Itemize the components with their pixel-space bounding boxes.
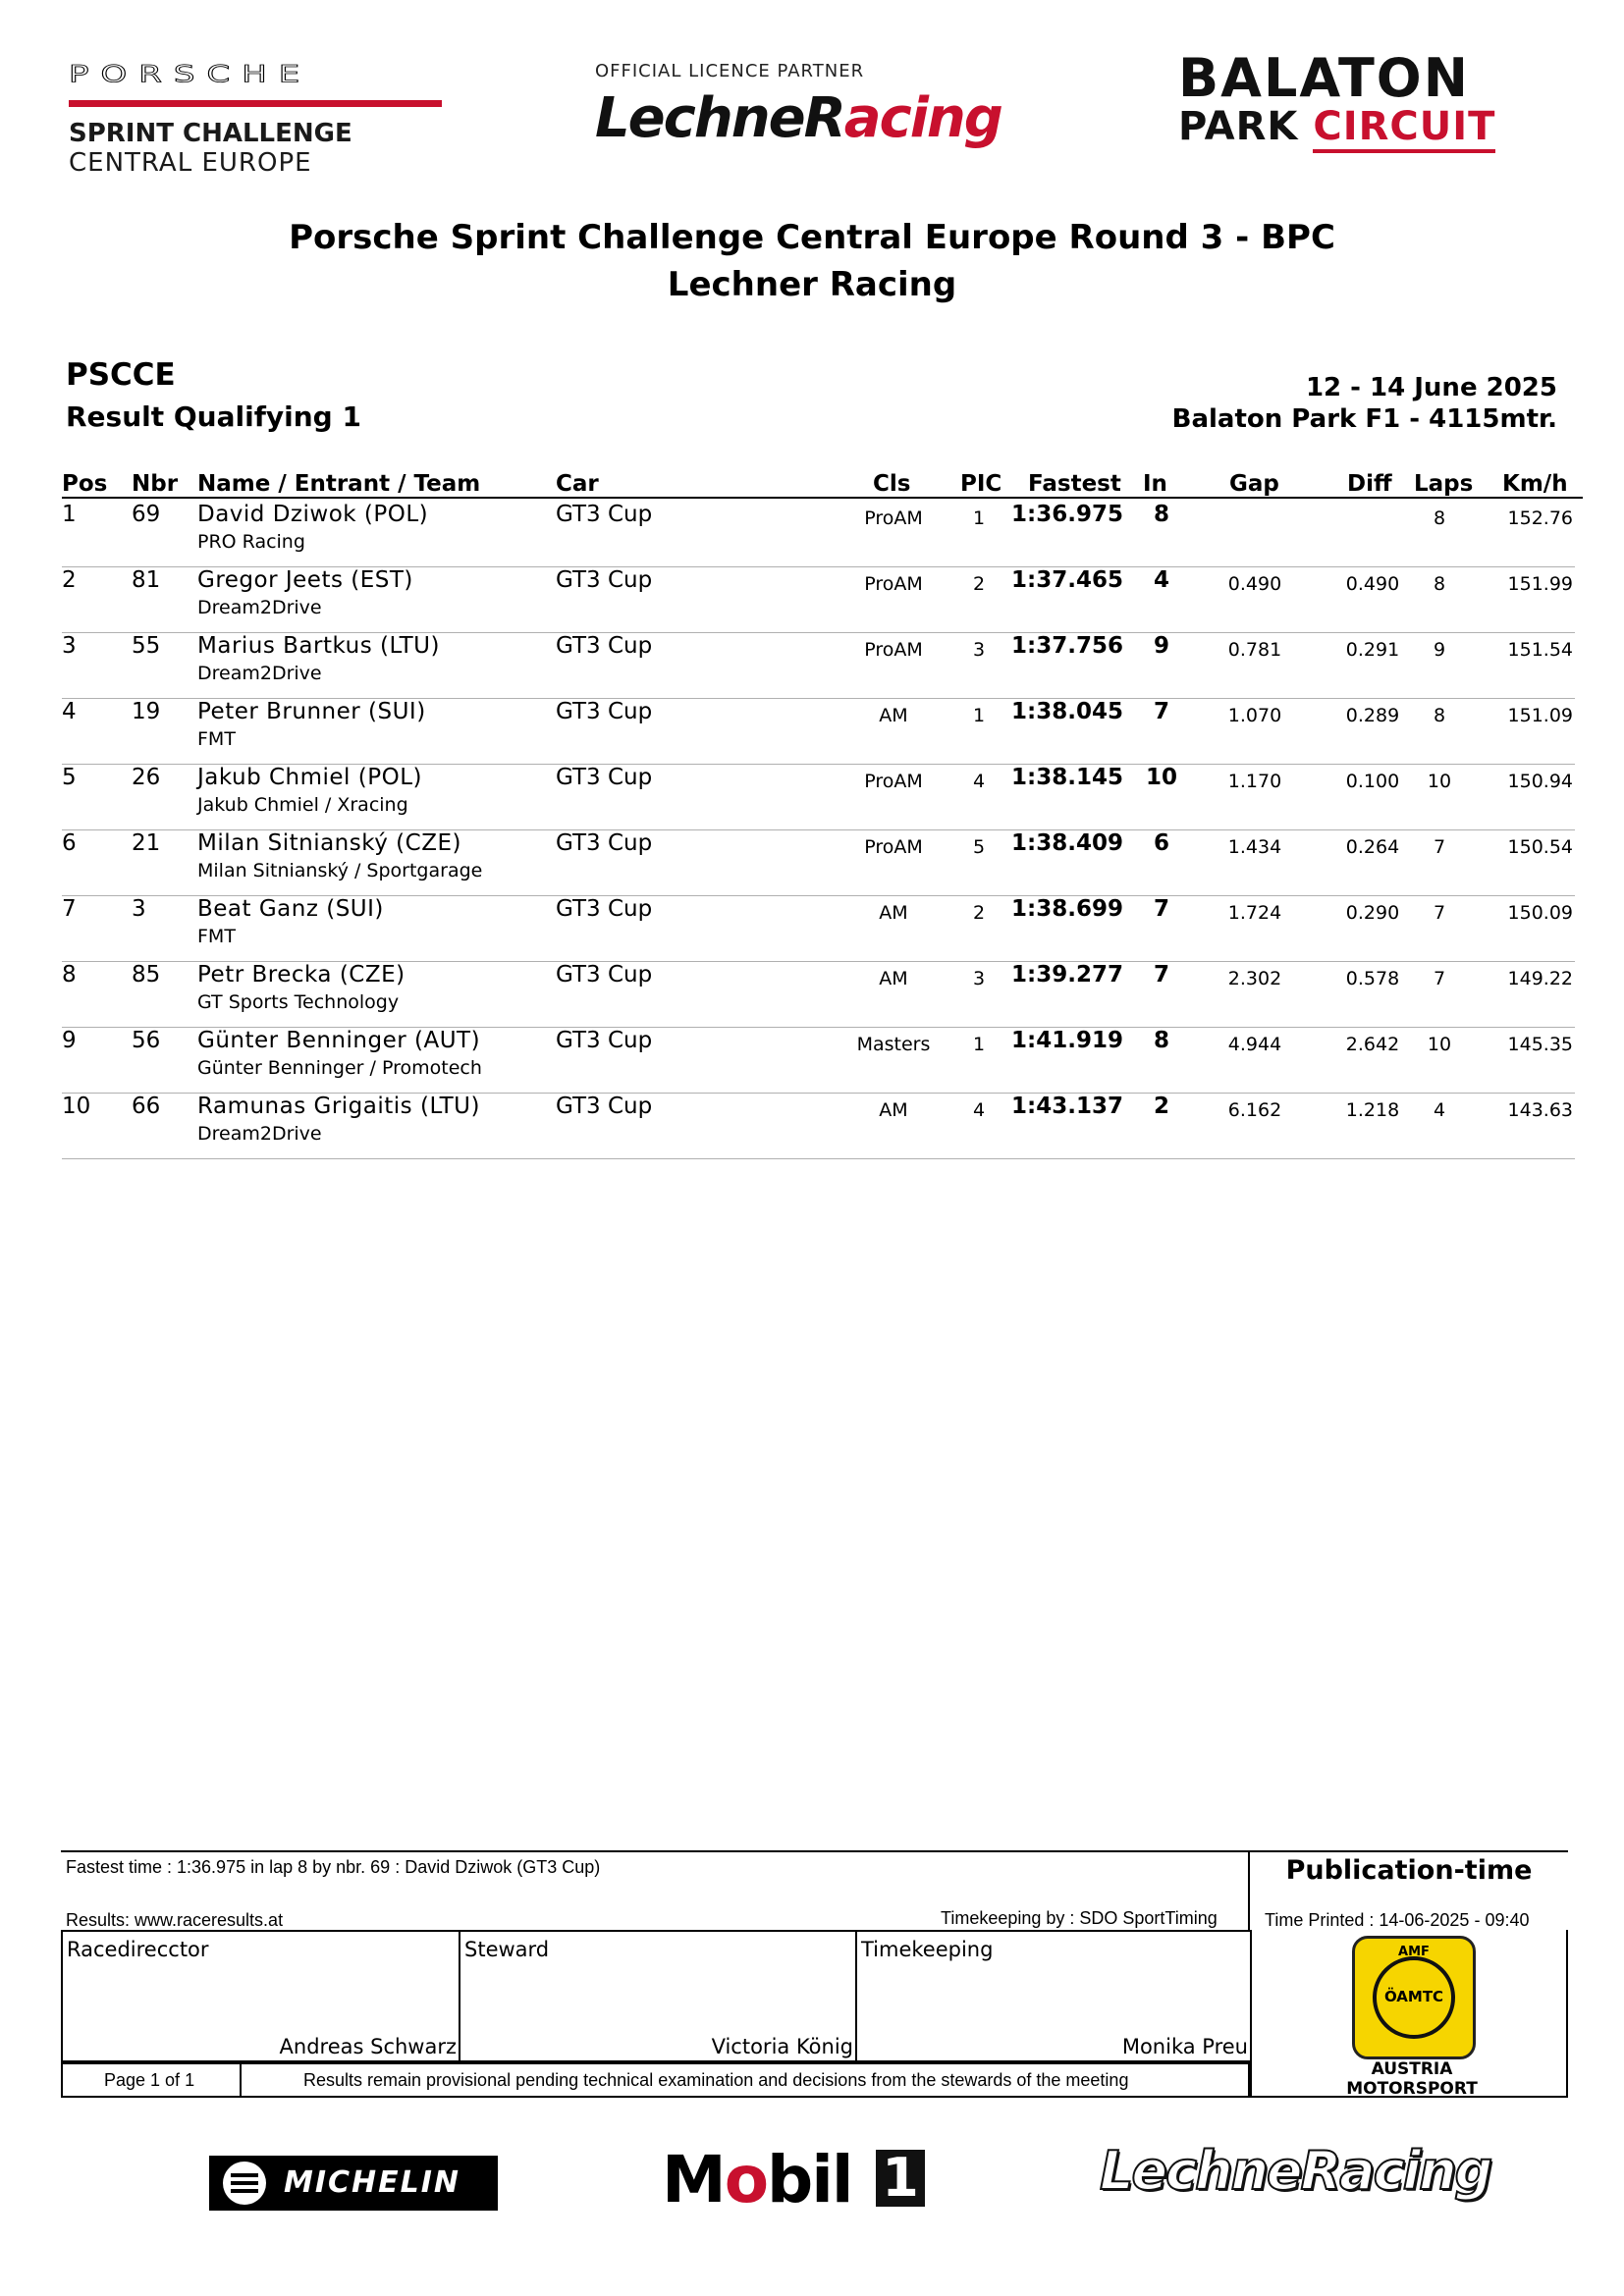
row-diff: 0.289 — [1345, 705, 1400, 726]
row-diff: 0.578 — [1345, 968, 1400, 989]
lechner-sponsor-part2: acing — [1339, 2140, 1491, 2202]
row-pic: 3 — [972, 639, 986, 661]
signature-racedirector — [61, 1930, 460, 2062]
header-diff: Diff — [1347, 471, 1392, 497]
row-pic: 4 — [972, 771, 986, 792]
row-driver-name: Jakub Chmiel (POL) — [197, 765, 422, 790]
row-laps: 9 — [1433, 639, 1446, 661]
row-in-lap: 10 — [1145, 765, 1177, 790]
row-laps: 7 — [1433, 902, 1446, 924]
row-in-lap: 7 — [1153, 896, 1169, 922]
row-pic: 2 — [972, 573, 986, 595]
row-pos: 9 — [62, 1028, 77, 1053]
signature-timekeeping — [855, 1930, 1252, 2062]
porsche-sprint-challenge-logo — [69, 61, 447, 178]
row-driver-name: Milan Sitnianský (CZE) — [197, 830, 461, 856]
row-diff: 0.100 — [1345, 771, 1400, 792]
row-car: GT3 Cup — [556, 567, 653, 593]
row-driver-name: Günter Benninger (AUT) — [197, 1028, 481, 1053]
row-nbr: 26 — [132, 765, 161, 790]
row-nbr: 56 — [132, 1028, 161, 1053]
row-team: FMT — [197, 728, 236, 750]
row-car: GT3 Cup — [556, 1028, 653, 1053]
signature-name: Andreas Schwarz — [279, 2035, 457, 2058]
row-team: Milan Sitnianský / Sportgarage — [197, 860, 483, 881]
table-row — [0, 633, 1624, 699]
event-title: Porsche Sprint Challenge Central Europe Round 3 - BPC — [289, 218, 1335, 257]
signature-title: Steward — [464, 1938, 550, 1961]
row-team: Dream2Drive — [197, 663, 322, 684]
session-name: Result Qualifying 1 — [66, 400, 361, 433]
austria-caption: AUSTRIA — [1371, 2059, 1453, 2079]
row-class: AM — [879, 968, 908, 989]
row-car: GT3 Cup — [556, 699, 653, 724]
row-in-lap: 8 — [1153, 1028, 1169, 1053]
row-pic: 1 — [972, 1034, 986, 1055]
row-laps: 8 — [1433, 507, 1446, 529]
balaton-logo-line1: BALATON — [1178, 47, 1470, 109]
balaton-circuit-word: CIRCUIT — [1313, 104, 1495, 153]
header-fastest: Fastest — [1028, 471, 1121, 497]
row-fastest: 1:36.975 — [1011, 502, 1123, 527]
row-class: ProAM — [864, 507, 923, 529]
row-divider — [62, 1158, 1575, 1159]
oamtc-logo — [1352, 1936, 1476, 2059]
row-nbr: 55 — [132, 633, 161, 659]
row-pos: 6 — [62, 830, 77, 856]
row-nbr: 21 — [132, 830, 161, 856]
row-fastest: 1:37.756 — [1011, 633, 1123, 659]
row-fastest: 1:38.409 — [1011, 830, 1123, 856]
row-class: ProAM — [864, 836, 923, 858]
row-class: AM — [879, 1099, 908, 1121]
row-pos: 2 — [62, 567, 77, 593]
event-subtitle: Lechner Racing — [667, 265, 957, 304]
lechner-wordmark-part1: LechneR — [595, 86, 844, 150]
porsche-logo-line2: CENTRAL EUROPE — [69, 148, 312, 178]
lechner-sponsor-part1: LechneR — [1100, 2140, 1340, 2202]
row-diff: 0.264 — [1345, 836, 1400, 858]
oamtc-label: ÖAMTC — [1383, 1988, 1444, 2005]
row-nbr: 69 — [132, 502, 161, 527]
row-gap: 1.170 — [1227, 771, 1282, 792]
signature-name: Monika Preu — [1121, 2035, 1248, 2058]
row-kmh: 151.09 — [1507, 705, 1573, 726]
porsche-logo-line1: SPRINT CHALLENGE — [69, 119, 352, 148]
mobil1-logo — [662, 2142, 937, 2220]
row-team: PRO Racing — [197, 531, 305, 553]
row-gap: 1.434 — [1227, 836, 1282, 858]
row-in-lap: 4 — [1153, 567, 1169, 593]
michelin-wordmark: MICHELIN — [284, 2165, 461, 2200]
row-nbr: 85 — [132, 962, 161, 988]
row-car: GT3 Cup — [556, 633, 653, 659]
row-gap: 0.490 — [1227, 573, 1282, 595]
row-car: GT3 Cup — [556, 1094, 653, 1119]
lechner-wordmark-part2: acing — [843, 86, 1001, 150]
provisional-disclaimer: Results remain provisional pending technical examination and decisions from the stewards of the meeting — [303, 2070, 1129, 2090]
row-car: GT3 Cup — [556, 830, 653, 856]
row-laps: 4 — [1433, 1099, 1446, 1121]
row-driver-name: Peter Brunner (SUI) — [197, 699, 426, 724]
signature-name: Victoria König — [711, 2035, 853, 2058]
row-gap: 1.070 — [1227, 705, 1282, 726]
page-bar-divider — [240, 2064, 242, 2096]
table-row — [0, 1028, 1624, 1094]
row-class: ProAM — [864, 573, 923, 595]
row-kmh: 150.09 — [1507, 902, 1573, 924]
row-car: GT3 Cup — [556, 765, 653, 790]
signature-steward — [459, 1930, 857, 2062]
row-diff: 1.218 — [1345, 1099, 1400, 1121]
row-driver-name: Gregor Jeets (EST) — [197, 567, 413, 593]
lechner-racing-wordmark — [595, 87, 1017, 150]
row-fastest: 1:38.699 — [1011, 896, 1123, 922]
row-diff: 0.291 — [1345, 639, 1400, 661]
table-row — [0, 962, 1624, 1028]
mobil-wordmark — [662, 2142, 852, 2217]
row-laps: 8 — [1433, 705, 1446, 726]
row-kmh: 149.22 — [1507, 968, 1573, 989]
balaton-park-circuit-logo — [1178, 47, 1571, 149]
row-fastest: 1:41.919 — [1011, 1028, 1123, 1053]
row-pos: 5 — [62, 765, 77, 790]
header-laps: Laps — [1414, 471, 1474, 497]
row-fastest: 1:37.465 — [1011, 567, 1123, 593]
row-nbr: 66 — [132, 1094, 161, 1119]
lechner-racing-partner-logo — [595, 61, 1017, 150]
signature-title: Timekeeping — [861, 1938, 994, 1961]
row-diff: 2.642 — [1345, 1034, 1400, 1055]
row-driver-name: Marius Bartkus (LTU) — [197, 633, 440, 659]
row-kmh: 150.54 — [1507, 836, 1573, 858]
header-nbr: Nbr — [132, 471, 179, 497]
row-gap: 2.302 — [1227, 968, 1282, 989]
row-pos: 1 — [62, 502, 77, 527]
row-kmh: 143.63 — [1507, 1099, 1573, 1121]
row-team: Dream2Drive — [197, 597, 322, 618]
mobil-letter-o: o — [724, 2142, 768, 2217]
row-car: GT3 Cup — [556, 962, 653, 988]
row-gap: 0.781 — [1227, 639, 1282, 661]
row-in-lap: 7 — [1153, 699, 1169, 724]
row-diff: 0.490 — [1345, 573, 1400, 595]
row-fastest: 1:38.145 — [1011, 765, 1123, 790]
row-class: ProAM — [864, 771, 923, 792]
row-in-lap: 8 — [1153, 502, 1169, 527]
row-kmh: 145.35 — [1507, 1034, 1573, 1055]
mobil-letters-bil: bil — [767, 2142, 852, 2217]
row-class: AM — [879, 705, 908, 726]
row-laps: 7 — [1433, 968, 1446, 989]
row-driver-name: Petr Brecka (CZE) — [197, 962, 406, 988]
row-team: FMT — [197, 926, 236, 947]
balaton-logo-line2 — [1178, 106, 1571, 147]
row-car: GT3 Cup — [556, 502, 653, 527]
michelin-man-icon — [223, 2162, 266, 2205]
row-kmh: 152.76 — [1507, 507, 1573, 529]
row-team: Dream2Drive — [197, 1123, 322, 1145]
table-row — [0, 896, 1624, 962]
michelin-logo — [209, 2156, 498, 2211]
row-team: GT Sports Technology — [197, 991, 400, 1013]
table-row — [0, 699, 1624, 765]
fastest-time-note: Fastest time : 1:36.975 in lap 8 by nbr. 69 : David Dziwok (GT3 Cup) — [66, 1857, 601, 1877]
page-bar — [61, 2062, 1250, 2098]
row-nbr: 3 — [132, 896, 146, 922]
motorsport-caption: MOTORSPORT — [1346, 2079, 1478, 2099]
row-kmh: 150.94 — [1507, 771, 1573, 792]
row-laps: 10 — [1427, 1034, 1452, 1055]
publication-time-title: Publication-time — [1285, 1855, 1533, 1886]
timekeeping-by: Timekeeping by : SDO SportTiming — [941, 1908, 1218, 1928]
results-url: Results: www.raceresults.at — [66, 1910, 284, 1930]
row-gap: 1.724 — [1227, 902, 1282, 924]
header-gap: Gap — [1229, 471, 1279, 497]
row-pic: 1 — [972, 705, 986, 726]
row-gap: 4.944 — [1227, 1034, 1282, 1055]
mobil-one-badge: 1 — [876, 2150, 925, 2207]
row-kmh: 151.99 — [1507, 573, 1573, 595]
lechner-racing-sponsor-logo — [1100, 2140, 1490, 2202]
row-pic: 5 — [972, 836, 986, 858]
track-name: Balaton Park F1 - 4115mtr. — [1171, 404, 1557, 434]
row-in-lap: 2 — [1153, 1094, 1169, 1119]
row-driver-name: Beat Ganz (SUI) — [197, 896, 384, 922]
row-driver-name: David Dziwok (POL) — [197, 502, 429, 527]
row-class: AM — [879, 902, 908, 924]
porsche-wordmark: PORSCHE — [69, 61, 312, 88]
row-in-lap: 9 — [1153, 633, 1169, 659]
header-in: In — [1143, 471, 1167, 497]
row-pos: 7 — [62, 896, 77, 922]
header-pos: Pos — [62, 471, 108, 497]
row-laps: 7 — [1433, 836, 1446, 858]
row-in-lap: 6 — [1153, 830, 1169, 856]
page-number: Page 1 of 1 — [104, 2070, 195, 2090]
table-row — [0, 765, 1624, 830]
row-class: Masters — [856, 1034, 931, 1055]
row-nbr: 19 — [132, 699, 161, 724]
row-fastest: 1:38.045 — [1011, 699, 1123, 724]
table-row — [0, 502, 1624, 567]
row-diff: 0.290 — [1345, 902, 1400, 924]
row-laps: 10 — [1427, 771, 1452, 792]
publication-divider — [1248, 1850, 1250, 1930]
oamtc-amf-label: AMF — [1398, 1945, 1430, 1959]
signature-title: Racedirecctor — [67, 1938, 209, 1961]
table-row — [0, 1094, 1624, 1159]
row-class: ProAM — [864, 639, 923, 661]
row-pic: 4 — [972, 1099, 986, 1121]
header-kmh: Km/h — [1502, 471, 1568, 497]
licence-partner-label: OFFICIAL LICENCE PARTNER — [595, 61, 865, 81]
balaton-park-word: PARK — [1178, 104, 1299, 149]
row-team: Jakub Chmiel / Xracing — [197, 794, 408, 816]
row-pic: 3 — [972, 968, 986, 989]
row-pos: 8 — [62, 962, 77, 988]
row-fastest: 1:39.277 — [1011, 962, 1123, 988]
row-team: Günter Benninger / Promotech — [197, 1057, 482, 1079]
porsche-red-bar — [69, 100, 442, 107]
row-pos: 3 — [62, 633, 77, 659]
time-printed: Time Printed : 14-06-2025 - 09:40 — [1265, 1910, 1530, 1930]
row-pic: 2 — [972, 902, 986, 924]
header-pic: PIC — [960, 471, 1002, 497]
header-name: Name / Entrant / Team — [197, 471, 481, 497]
header-car: Car — [556, 471, 599, 497]
row-in-lap: 7 — [1153, 962, 1169, 988]
row-pic: 1 — [972, 507, 986, 529]
table-row — [0, 830, 1624, 896]
row-car: GT3 Cup — [556, 896, 653, 922]
series-name: PSCCE — [66, 357, 176, 393]
row-laps: 8 — [1433, 573, 1446, 595]
row-driver-name: Ramunas Grigaitis (LTU) — [197, 1094, 480, 1119]
row-pos: 10 — [62, 1094, 91, 1119]
row-kmh: 151.54 — [1507, 639, 1573, 661]
event-dates: 12 - 14 June 2025 — [1305, 373, 1557, 402]
header-cls: Cls — [873, 471, 911, 497]
row-nbr: 81 — [132, 567, 161, 593]
header-divider — [62, 497, 1583, 499]
mobil-letter-m: M — [662, 2142, 725, 2217]
row-pos: 4 — [62, 699, 77, 724]
row-fastest: 1:43.137 — [1011, 1094, 1123, 1119]
table-row — [0, 567, 1624, 633]
row-gap: 6.162 — [1227, 1099, 1282, 1121]
